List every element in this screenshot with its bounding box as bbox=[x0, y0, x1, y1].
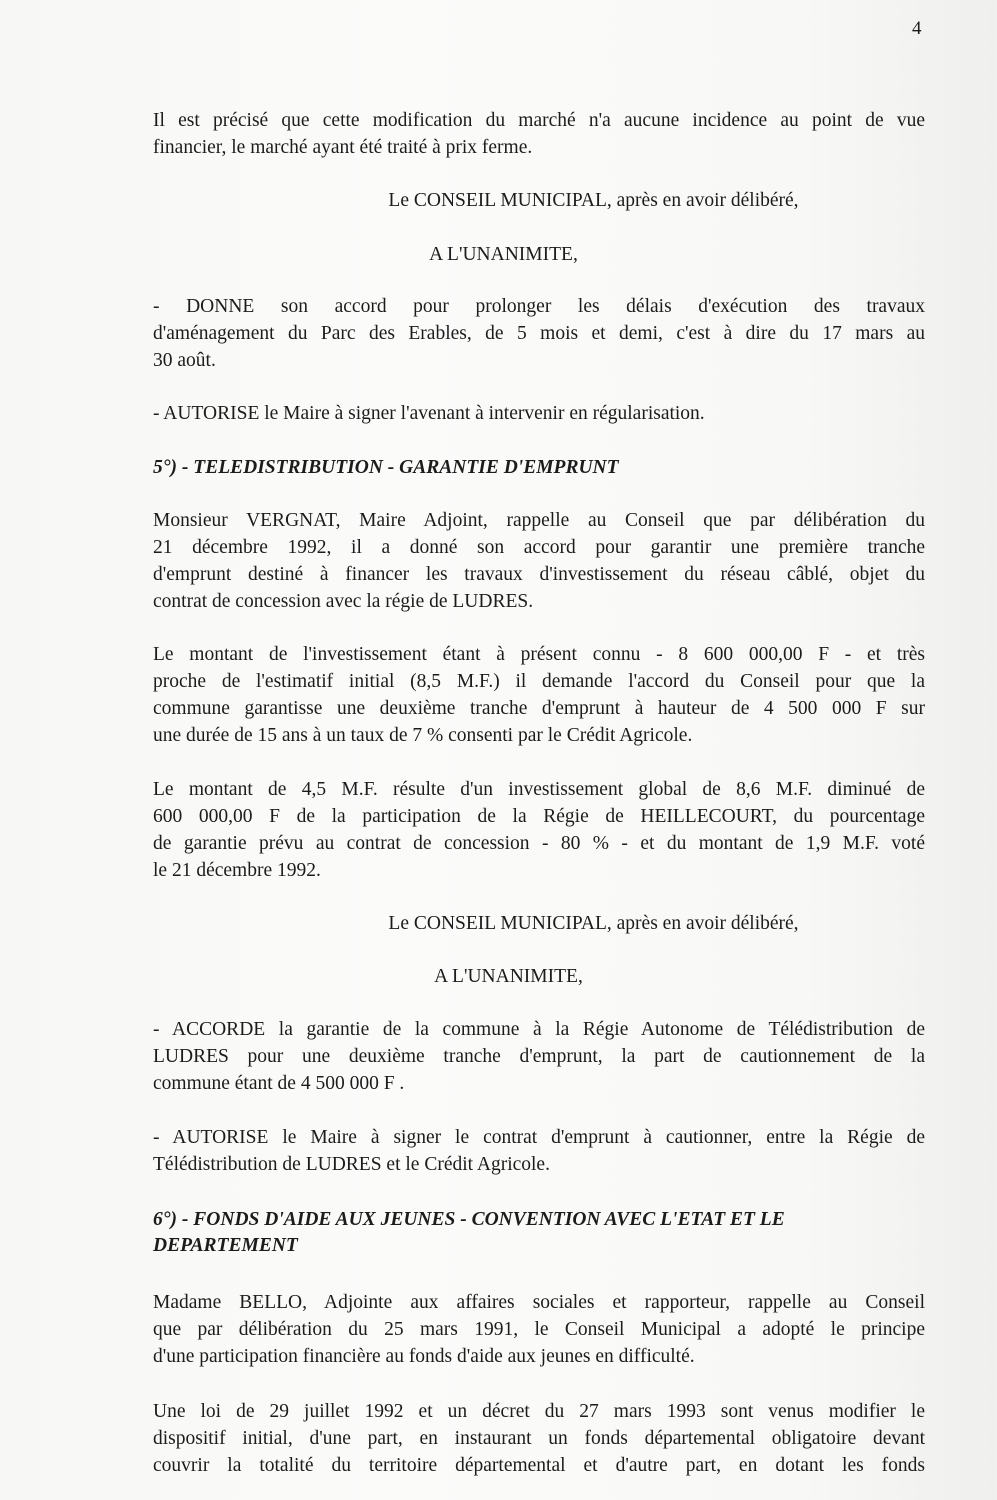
text-line: A L'UNANIMITE, bbox=[429, 244, 578, 265]
text-line: Le CONSEIL MUNICIPAL, après en avoir délibéré, bbox=[388, 913, 799, 934]
text-line: Madame BELLO, Adjointe aux affaires sociales et rapporteur, rappelle au Conseil bbox=[153, 1292, 925, 1313]
text-line: - AUTORISE le Maire à signer l'avenant à intervenir en régularisation. bbox=[153, 403, 705, 424]
text-line: DEPARTEMENT bbox=[153, 1235, 298, 1256]
text-line: A L'UNANIMITE, bbox=[434, 966, 583, 987]
text-line: - AUTORISE le Maire à signer le contrat d'emprunt à cautionner, entre la Régie de bbox=[153, 1127, 925, 1148]
text-line: Le montant de 4,5 M.F. résulte d'un investissement global de 8,6 M.F. diminué de bbox=[153, 779, 925, 800]
text-line: - DONNE son accord pour prolonger les délais d'exécution des travaux bbox=[153, 296, 925, 317]
text-line: 600 000,00 F de la participation de la Régie de HEILLECOURT, du pourcentage bbox=[153, 806, 925, 827]
text-line: LUDRES pour une deuxième tranche d'emprunt, la part de cautionnement de la bbox=[153, 1046, 925, 1067]
text-line: commune garantisse une deuxième tranche d'emprunt à hauteur de 4 500 000 F sur bbox=[153, 698, 925, 719]
text-line: Télédistribution de LUDRES et le Crédit Agricole. bbox=[153, 1154, 550, 1175]
text-line: une durée de 15 ans à un taux de 7 % consenti par le Crédit Agricole. bbox=[153, 725, 693, 746]
text-line: 21 décembre 1992, il a donné son accord pour garantir une première tranche bbox=[153, 537, 925, 558]
text-line: d'une participation financière au fonds d'aide aux jeunes en difficulté. bbox=[153, 1346, 695, 1367]
text-line: d'aménagement du Parc des Erables, de 5 mois et demi, c'est à dire du 17 mars au bbox=[153, 323, 925, 344]
text-line: dispositif initial, d'une part, en instaurant un fonds départemental obligatoire devant bbox=[153, 1428, 925, 1449]
text-line: couvrir la totalité du territoire départemental et d'autre part, en dotant les fonds bbox=[153, 1455, 925, 1476]
text-line: Une loi de 29 juillet 1992 et un décret du 27 mars 1993 sont venus modifier le bbox=[153, 1401, 925, 1422]
text-line: Il est précisé que cette modification du marché n'a aucune incidence au point de vue bbox=[153, 110, 925, 131]
text-line: - ACCORDE la garantie de la commune à la Régie Autonome de Télédistribution de bbox=[153, 1019, 925, 1040]
text-line: contrat de concession avec la régie de LUDRES. bbox=[153, 591, 534, 612]
text-line: 5°) - TELEDISTRIBUTION - GARANTIE D'EMPRUNT bbox=[153, 457, 619, 478]
text-line: que par délibération du 25 mars 1991, le Conseil Municipal a adopté le principe bbox=[153, 1319, 925, 1340]
text-line: le 21 décembre 1992. bbox=[153, 860, 321, 881]
text-line: 30 août. bbox=[153, 350, 216, 371]
text-line: financier, le marché ayant été traité à prix ferme. bbox=[153, 137, 533, 158]
text-line: proche de l'estimatif initial (8,5 M.F.) il demande l'accord du Conseil pour que la bbox=[153, 671, 925, 692]
text-line: 6°) - FONDS D'AIDE AUX JEUNES - CONVENTION AVEC L'ETAT ET LE bbox=[153, 1209, 785, 1230]
text-line: de garantie prévu au contrat de concession - 80 % - et du montant de 1,9 M.F. voté bbox=[153, 833, 925, 854]
text-line: Le montant de l'investissement étant à présent connu - 8 600 000,00 F - et très bbox=[153, 644, 925, 665]
text-line: d'emprunt destiné à financer les travaux d'investissement du réseau câblé, objet du bbox=[153, 564, 925, 585]
page-number: 4 bbox=[912, 18, 922, 39]
text-line: Monsieur VERGNAT, Maire Adjoint, rappelle au Conseil que par délibération du bbox=[153, 510, 925, 531]
text-line: Le CONSEIL MUNICIPAL, après en avoir délibéré, bbox=[388, 190, 799, 211]
text-line: commune étant de 4 500 000 F . bbox=[153, 1073, 405, 1094]
